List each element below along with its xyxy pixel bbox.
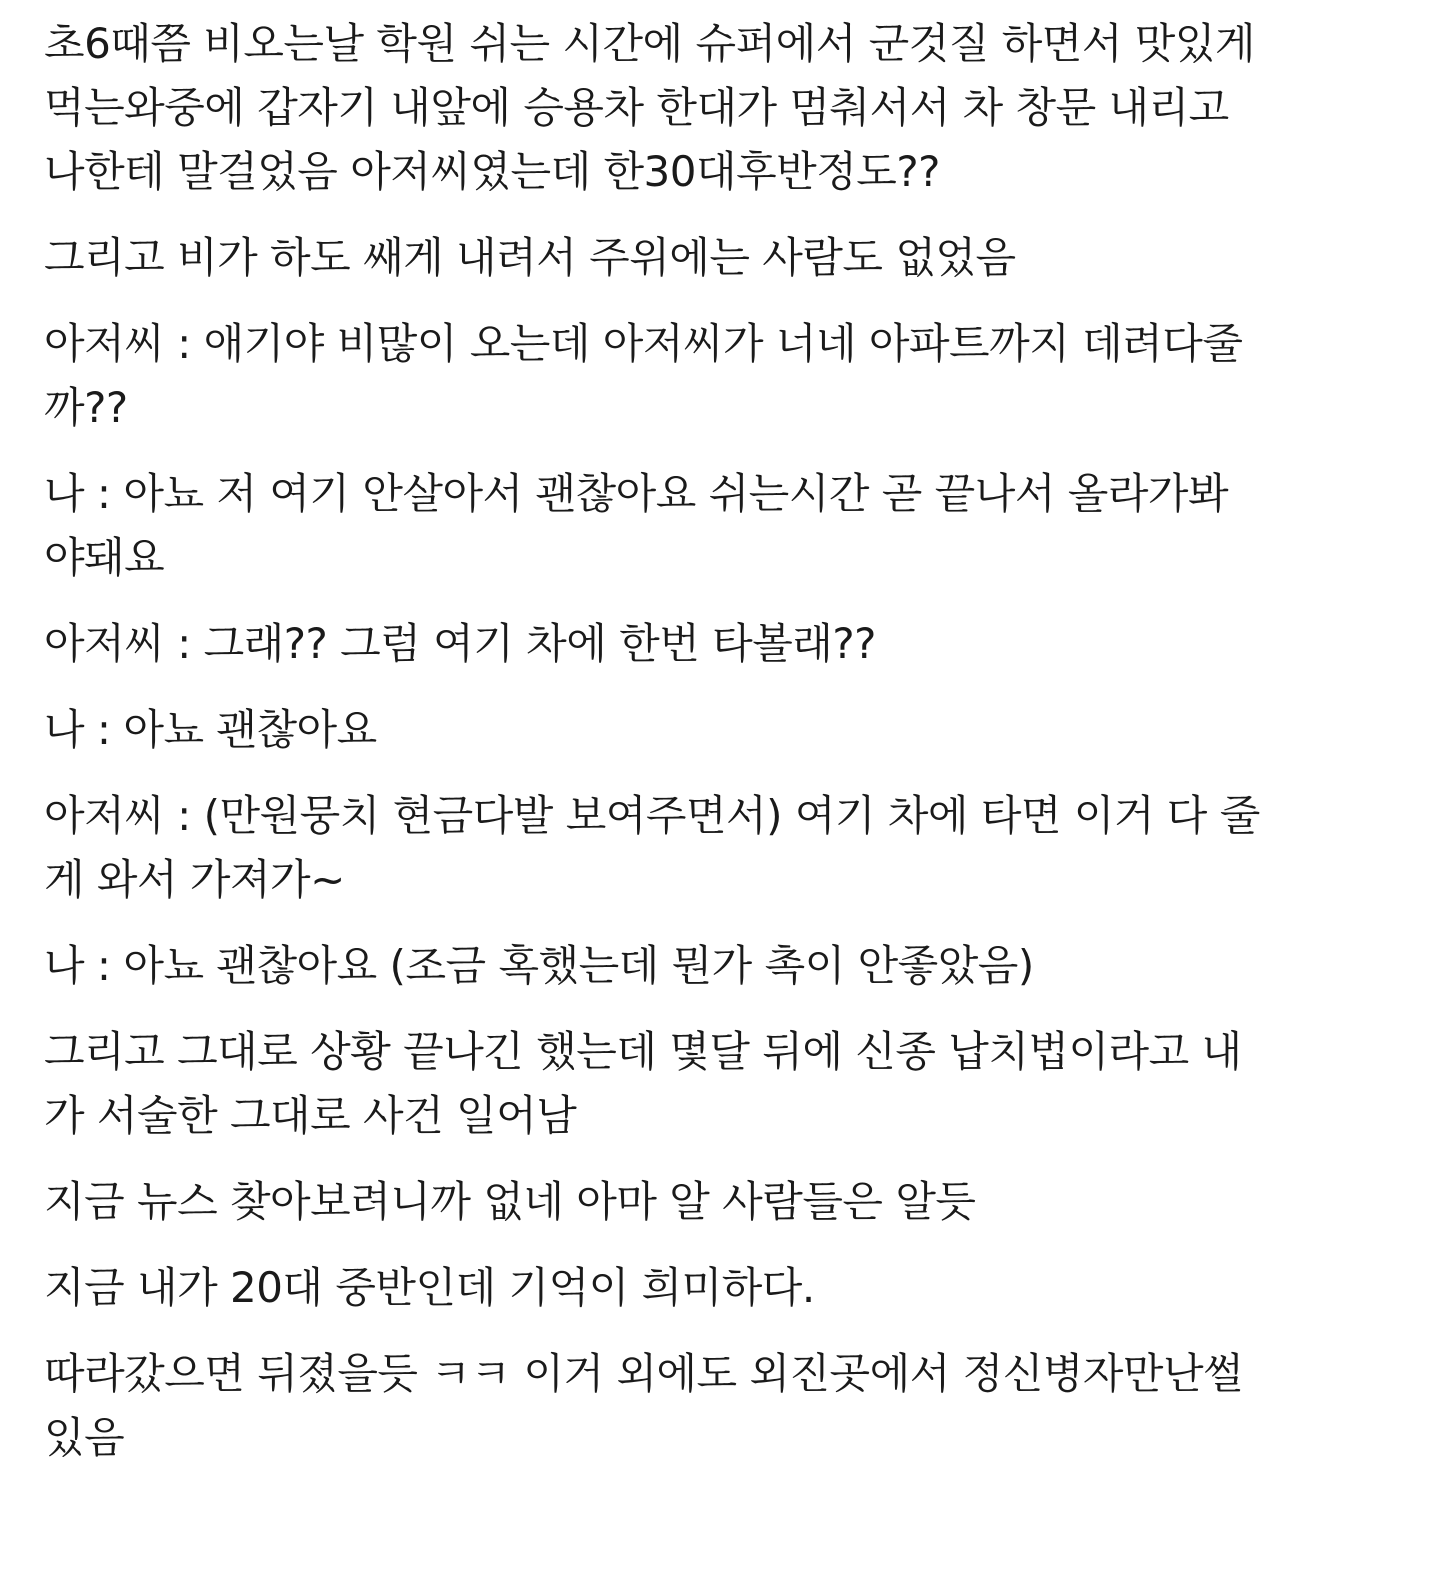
paragraph-intro: 초6때쯤 비오는날 학원 쉬는 시간에 슈퍼에서 군것질 하면서 맛있게 먹는와중에 갑자기 내앞에 승용차 한대가 멈춰서서 차 창문 내리고 나한테 말걸었음 아저씨였는데 한30대후반정도?? — [44, 19, 1255, 196]
paragraph-incident: 그리고 그대로 상황 끝나긴 했는데 몇달 뒤에 신종 납치법이라고 내 가 서술한 그대로 사건 일어남 — [44, 1027, 1242, 1140]
dialogue-me-no: 나 : 아뇨 괜찮아요 — [44, 705, 377, 754]
paragraph-memory: 지금 내가 20대 중반인데 기억이 희미하다. — [44, 1263, 815, 1312]
paragraph-rain: 그리고 비가 하도 쌔게 내려서 주위에는 사람도 없었음 — [44, 233, 1016, 282]
paragraph-news: 지금 뉴스 찾아보려니까 없네 아마 알 사람들은 알듯 — [44, 1177, 976, 1226]
dialogue-me-refuse: 나 : 아뇨 괜찮아요 (조금 혹했는데 뭔가 촉이 안좋았음) — [44, 941, 1034, 990]
dialogue-man-offer-ride: 아저씨 : 애기야 비많이 오는데 아저씨가 너네 아파트까지 데려다줄 까?? — [44, 319, 1243, 432]
dialogue-me-decline: 나 : 아뇨 저 여기 안살아서 괜찮아요 쉬는시간 곧 끝나서 올라가봐 야돼요 — [44, 469, 1229, 582]
dialogue-man-money: 아저씨 : (만원뭉치 현금다발 보여주면서) 여기 차에 타면 이거 다 줄 게 와서 가져가~ — [44, 791, 1260, 904]
dialogue-man-ask-ride: 아저씨 : 그래?? 그럼 여기 차에 한번 타볼래?? — [44, 619, 876, 668]
post-body — [44, 12, 1404, 1492]
paragraph-closing: 따라갔으면 뒤졌을듯 ㅋㅋ 이거 외에도 외진곳에서 정신병자만난썰 있음 — [44, 1349, 1244, 1462]
